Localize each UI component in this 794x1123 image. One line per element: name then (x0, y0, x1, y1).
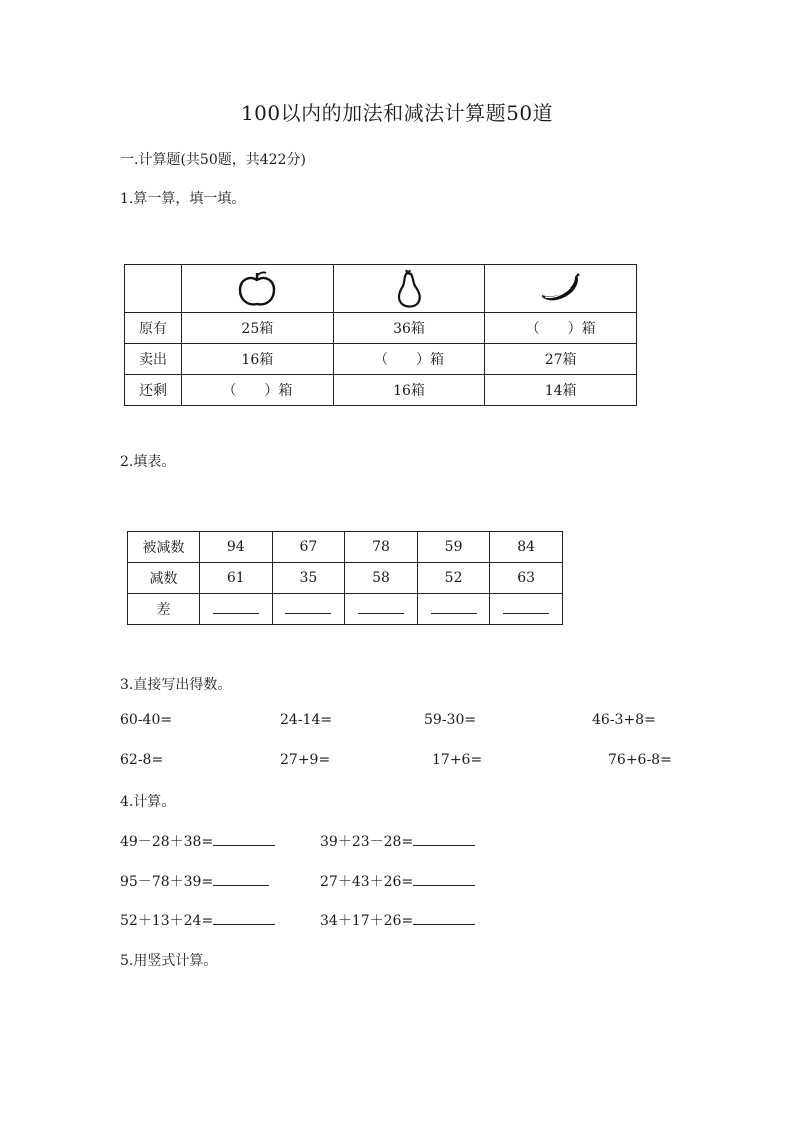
equation: 27+9= (280, 752, 331, 768)
equation: 27＋43＋26= (320, 874, 414, 890)
equation: 46-3+8= (592, 712, 656, 728)
equation: 62-8= (120, 752, 164, 768)
calc-item (120, 831, 275, 851)
table-row (125, 313, 637, 344)
table-cell: 84 (490, 532, 563, 563)
table-row (128, 532, 563, 563)
calc-item (320, 910, 475, 930)
table-cell: 59 (417, 532, 490, 563)
answer-cell (272, 594, 345, 625)
equation: 95－78＋39= (120, 874, 214, 890)
answer-blank[interactable] (503, 601, 549, 614)
equation: 39＋23－28= (320, 834, 414, 850)
answer-line[interactable] (413, 873, 475, 886)
table-cell: （ ）箱 (485, 313, 637, 344)
table-row (128, 594, 563, 625)
answer-line[interactable] (213, 912, 275, 925)
calc-item (120, 871, 269, 891)
section-heading: 一.计算题(共50题，共422分) (120, 152, 306, 168)
answer-cell (200, 594, 273, 625)
table-row (128, 563, 563, 594)
question-1-label: 1.算一算，填一填。 (120, 191, 246, 207)
row-label: 差 (128, 594, 200, 625)
table-row (125, 344, 637, 375)
table-cell: 58 (345, 563, 418, 594)
answer-line[interactable] (213, 873, 269, 886)
calc-item (320, 831, 475, 851)
answer-cell (490, 594, 563, 625)
pear-cell (333, 265, 485, 313)
banana-cell (485, 265, 637, 313)
answer-blank[interactable] (213, 601, 259, 614)
answer-line[interactable] (413, 912, 475, 925)
calc-item (120, 910, 275, 930)
table-cell: 52 (417, 563, 490, 594)
question-4-label: 4.计算。 (120, 794, 176, 810)
icon-row (125, 265, 637, 313)
row-label: 减数 (128, 563, 200, 594)
subtraction-table (127, 531, 563, 625)
table-cell: 14箱 (485, 375, 637, 406)
equation: 59-30= (424, 712, 477, 728)
table-cell: （ ）箱 (333, 344, 485, 375)
answer-line[interactable] (413, 833, 475, 846)
table-cell: 36箱 (333, 313, 485, 344)
answer-cell (417, 594, 490, 625)
equation: 34＋17＋26= (320, 913, 414, 929)
equation: 49－28＋38= (120, 834, 214, 850)
table-cell: 27箱 (485, 344, 637, 375)
question-3-label: 3.直接写出得数。 (120, 677, 232, 693)
answer-blank[interactable] (431, 601, 477, 614)
calc-item (320, 871, 475, 891)
table-cell: 78 (345, 532, 418, 563)
table-cell: 25箱 (182, 313, 334, 344)
table-cell: （ ）箱 (182, 375, 334, 406)
table-row (125, 375, 637, 406)
table-cell: 35 (272, 563, 345, 594)
pear-icon (394, 269, 424, 309)
table-cell: 94 (200, 532, 273, 563)
table-cell: 61 (200, 563, 273, 594)
row-label: 原有 (125, 313, 182, 344)
answer-blank[interactable] (285, 601, 331, 614)
equation: 60-40= (120, 712, 173, 728)
banana-icon (539, 271, 583, 307)
equation: 76+6-8= (608, 752, 672, 768)
row-label: 被减数 (128, 532, 200, 563)
table-cell: 16箱 (333, 375, 485, 406)
apple-icon (237, 270, 277, 308)
answer-line[interactable] (213, 833, 275, 846)
apple-cell (182, 265, 334, 313)
page-title: 100以内的加法和减法计算题50道 (240, 101, 554, 125)
equation: 52＋13＋24= (120, 913, 214, 929)
equation: 17+6= (432, 752, 483, 768)
equation: 24-14= (280, 712, 333, 728)
table-cell: 16箱 (182, 344, 334, 375)
row-label: 还剩 (125, 375, 182, 406)
question-2-label: 2.填表。 (120, 454, 176, 470)
answer-cell (345, 594, 418, 625)
empty-header-cell (125, 265, 182, 313)
question-5-label: 5.用竖式计算。 (120, 953, 218, 969)
row-label: 卖出 (125, 344, 182, 375)
fruit-table (124, 264, 637, 406)
table-cell: 63 (490, 563, 563, 594)
table-cell: 67 (272, 532, 345, 563)
answer-blank[interactable] (358, 601, 404, 614)
